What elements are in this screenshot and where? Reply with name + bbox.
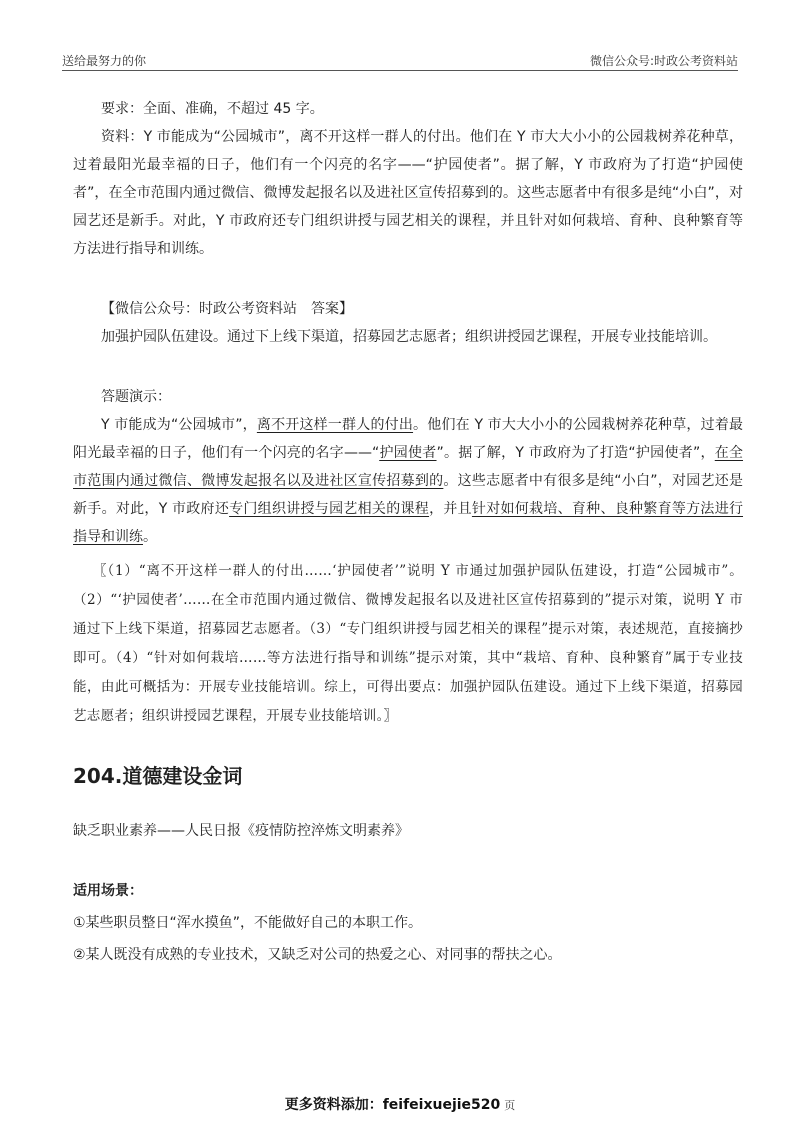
material-text: 资料：Y 市能成为“公园城市”，离不开这样一群人的付出。他们在 Y 市大大小小的公园栽树养花种草，过着最阳光最幸福的日子，他们有一个闪亮的名字——“护园使者”。据了解，Y 市政府为了打造“护园使者”，在全市范围内通过微信、微博发起报名以及进社区宣传招募到的。这些志愿者中有很多是纯“小白”，对园艺还是新手。对此，Y 市政府还专门组织讲授与园艺相关的课程，并且针对如何栽培、育种、良种繁育等方法进行指导和训练。 bbox=[73, 129, 743, 257]
analysis-text: 〖（1）“离不开这样一群人的付出……‘护园使者’”说明 Y 市通过加强护园队伍建设，打造“公园城市”。（2）“‘护园使者’……在全市范围内通过微信、微博发起报名以及进社区宣传招募到的”提示对策，说明 Y 市通过下上线下渠道，招募园艺志愿者。（3）“专门组织讲授与园艺相关的课程”提示对策，表述规范，直接摘抄即可。（4）“针对如何栽培……等方法进行指导和训练”提示对策，其中“栽培、育种、良种繁育”属于专业技能，由此可概括为：开展专业技能培训。综上，可得出要点：加强护园队伍建设。通过下上线下渠道，招募园艺志愿者；组织讲授园艺课程，开展专业技能培训。〗 bbox=[73, 563, 743, 724]
requirement-text: 要求：全面、准确，不超过 45 字。 bbox=[101, 101, 324, 117]
header-slogan: 送给最努力的你 bbox=[62, 54, 147, 68]
demo-text bbox=[73, 411, 743, 551]
demo-underline: 针对如何栽培、育种、良种繁育等方法进行指导和训练 bbox=[73, 501, 744, 545]
footer-page: 页 bbox=[504, 1099, 516, 1112]
demo-underline: 专门组织讲授与园艺相关的课程 bbox=[229, 501, 430, 517]
scenario-item: ①某些职员整日“浑水摸鱼”，不能做好自己的本职工作。 bbox=[73, 915, 423, 931]
page-footer bbox=[0, 1094, 800, 1114]
demo-label: 答题演示： bbox=[101, 389, 171, 405]
demo-underline: 离不开这样一群人的付出 bbox=[256, 417, 414, 433]
answer-text: 加强护园队伍建设。通过下上线下渠道，招募园艺志愿者；组织讲授园艺课程，开展专业技能培训。 bbox=[101, 329, 717, 345]
demo-underline: 护园使者 bbox=[379, 445, 437, 461]
answer-label: 【微信公众号：时政公考资料站 答案】 bbox=[101, 301, 353, 317]
section-title: 204.道德建设金词 bbox=[73, 764, 243, 788]
footer-contact: 更多资料添加：feifeixuejie520 bbox=[284, 1097, 501, 1113]
demo-segment: ，并且 bbox=[429, 501, 472, 517]
demo-segment: 。 bbox=[143, 529, 157, 545]
page-header bbox=[62, 48, 738, 71]
header-source: 微信公众号:时政公考资料站 bbox=[589, 54, 738, 68]
demo-segment: 。他们在 Y 市大大小小的公园栽树养花种草，过着最阳光最幸福的日子，他们有一个闪亮的名字——“ bbox=[73, 417, 744, 461]
scenario-item: ②某人既没有成熟的专业技术，又缺乏对公司的热爱之心、对同事的帮扶之心。 bbox=[73, 947, 562, 963]
scenario-label: 适用场景： bbox=[73, 883, 143, 899]
demo-segment: 。这些志愿者中有很多是纯“小白”，对园艺还是新手。对此，Y 市政府还 bbox=[73, 473, 743, 517]
document-body bbox=[73, 95, 743, 969]
demo-segment: ”。据了解，Y 市政府为了打造“护园使者”， bbox=[436, 445, 715, 461]
demo-underline: 在全市范围内通过微信、微博发起报名以及进社区宣传招募到的 bbox=[73, 445, 744, 489]
demo-segment: Y 市能成为“公园城市”， bbox=[101, 417, 257, 433]
section-quote: 缺乏职业素养——人民日报《疫情防控淬炼文明素养》 bbox=[73, 823, 409, 839]
